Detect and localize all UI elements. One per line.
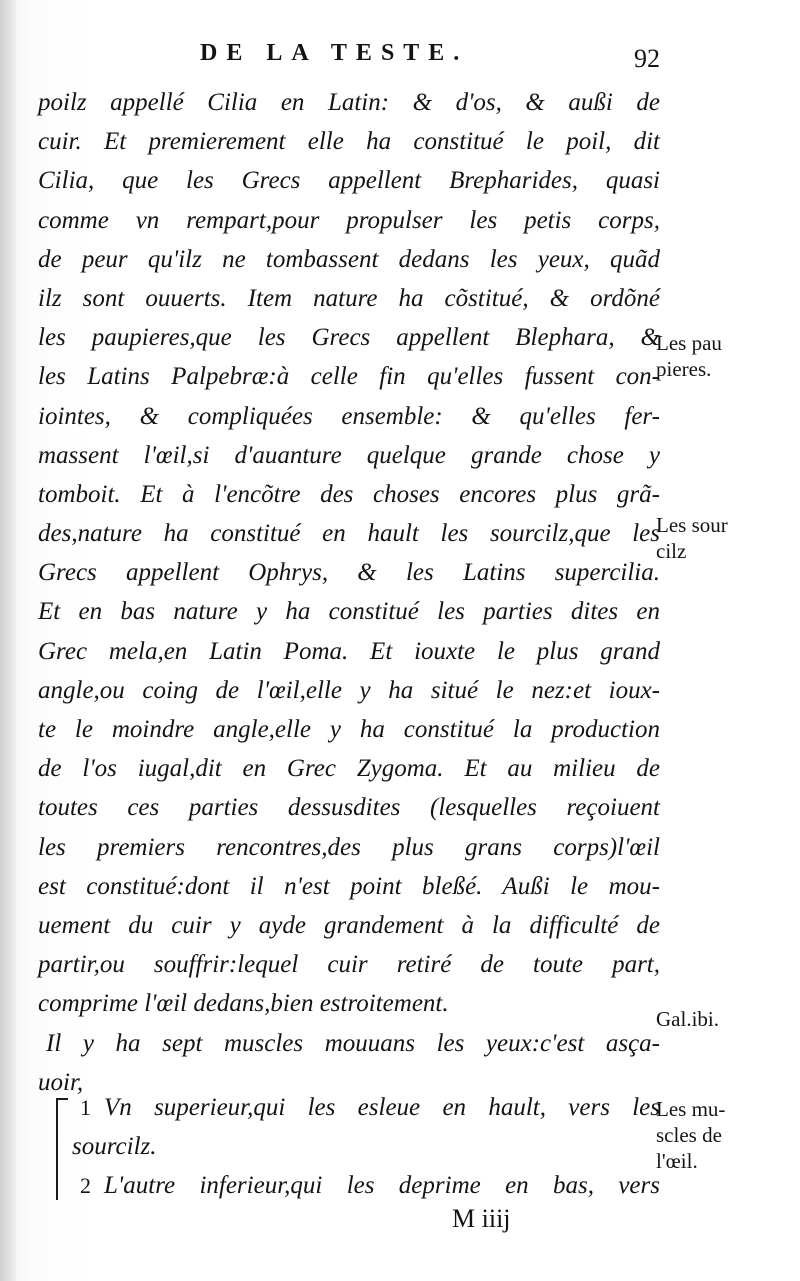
body-line: massent l'œil,si d'auanture quelque grande chose y [38,441,660,469]
margin-note [656,512,728,564]
body-line: les premiers rencontres,des plus grans corps)l'œil [38,833,660,861]
list-item-text: Vn superieur,qui les esleue en hault, vers les [104,1094,660,1121]
body-line: tomboit. Et à l'encõtre des choses encores plus grã- [38,480,660,508]
list-item [40,1088,660,1166]
body-line: comme vn rempart,pour propulser les petis corps, [38,206,660,234]
running-head: DE LA TESTE. [200,40,469,66]
body-line: Grecs appellent Ophrys, & les Latins supercilia. [38,559,660,587]
body-line: angle,ou coing de l'œil,elle y ha situé le nez:et ioux- [38,676,660,704]
list-item-text: L'autre inferieur,qui les deprime en bas, vers [104,1172,660,1199]
body-line: ilz sont ouuerts. Item nature ha cõstitué, & ordõné [38,284,660,312]
margin-note [656,1006,719,1032]
signature-mark: M iiij [452,1204,511,1233]
body-line: uoir, [38,1068,84,1096]
body-line: comprime l'œil dedans,bien estroitement. [38,990,449,1018]
list-item-number: 1 [80,1095,91,1120]
margin-note-line: cilz [656,539,687,563]
body-line: uement du cuir y ayde grandement à la difficulté de [38,911,660,939]
body-line: est constitué:dont il n'est point bleßé. Außi le mou- [38,872,660,900]
muscle-list [40,1088,660,1205]
list-item-number: 2 [80,1173,91,1198]
margin-note-line: Gal.ibi. [656,1007,719,1031]
margin-note-line: pieres. [656,357,712,381]
body-line: cuir. Et premierement elle ha constitué le poil, dit [38,128,660,156]
body-line: Et en bas nature y ha constitué les parties dites en [38,598,660,626]
body-line: les Latins Palpebræ:à celle fin qu'elles fussent con- [38,363,660,391]
body-line: de peur qu'ilz ne tombassent dedans les yeux, quãd [38,245,660,273]
margin-note-line: Les pau [656,331,722,355]
body-line: poilz appellé Cilia en Latin: & d'os, & außi de [38,89,660,116]
body-line: Cilia, que les Grecs appellent Brepharides, quasi [38,167,660,195]
body-text [38,83,660,1102]
page-header [200,40,680,80]
margin-note-line: scles de [656,1123,722,1147]
body-line: partir,ou souffrir:lequel cuir retiré de toute part, [38,951,660,979]
body-line: toutes ces parties dessusdites (lesquelles reçoiuent [38,794,660,822]
list-item-text-continued: sourcilz. [72,1133,157,1160]
margin-note [656,1096,725,1174]
body-line: de l'os iugal,dit en Grec Zygoma. Et au milieu de [38,755,660,783]
margin-note-line: l'œil. [656,1149,698,1173]
body-line: iointes, & compliquées ensemble: & qu'elles fer- [38,402,660,430]
page-number: 92 [634,44,660,73]
margin-note-line: Les mu- [656,1097,726,1121]
page-gutter-shadow [0,0,16,1281]
body-line: Il y ha sept muscles mouuans les yeux:c'est asça- [46,1029,660,1057]
body-line: Grec mela,en Latin Poma. Et iouxte le plus grand [38,637,660,665]
list-item [40,1166,660,1205]
body-line: des,nature ha constitué en hault les sourcilz,que les [38,520,660,548]
margin-note-line: Les sour [656,513,728,537]
body-line: les paupieres,que les Grecs appellent Blephara, & [38,324,660,352]
margin-note [656,330,722,382]
body-line: te le moindre angle,elle y ha constitué la production [38,716,660,743]
